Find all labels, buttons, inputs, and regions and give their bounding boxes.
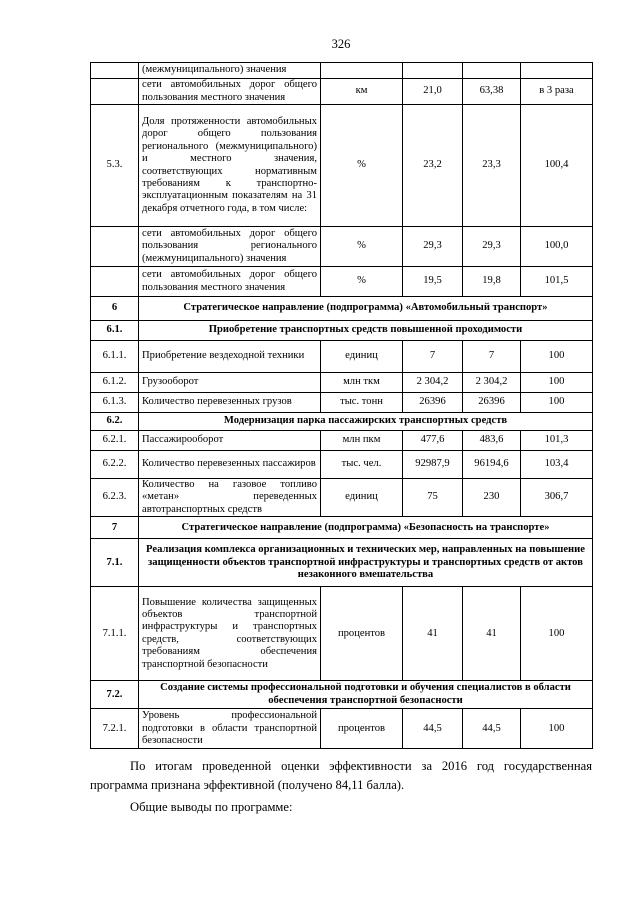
cell-value-b: 23,3 [463,105,521,227]
section-number: 7.2. [91,681,139,709]
cell-value-b: 26396 [463,393,521,413]
table-row [91,227,593,267]
cell-number [91,267,139,297]
cell-value-b: 96194,6 [463,451,521,479]
cell-unit: км [321,79,403,105]
table-row [91,393,593,413]
cell-value-c: 101,3 [521,431,593,451]
cell-number [91,227,139,267]
indicators-table [90,62,593,749]
cell-value-b: 230 [463,479,521,517]
cell-number: 7.2.1. [91,709,139,749]
section-row [91,321,593,341]
cell-value-a: 7 [403,341,463,373]
cell-value-b: 29,3 [463,227,521,267]
cell-value-b: 41 [463,587,521,681]
section-number: 6 [91,297,139,321]
section-row [91,539,593,587]
cell-value-a: 26396 [403,393,463,413]
cell-value-b: 19,8 [463,267,521,297]
page-number: 326 [331,37,351,51]
cell-indicator: Доля протяженности автомобильных дорог общего пользования регионального (межмуниципального) и местного значения, соответствующих нормативным требованиям к транспортно-эксплуатационным показателям на 31 декабря отчетного года, в том числе: [139,105,321,227]
section-row [91,681,593,709]
cell-unit: процентов [321,587,403,681]
cell-unit: млн пкм [321,431,403,451]
cell-value-c: 100 [521,341,593,373]
cell-value-b: 63,38 [463,79,521,105]
body-text [90,757,592,820]
cell-value-a: 44,5 [403,709,463,749]
cell-value-c: 101,5 [521,267,593,297]
cell-indicator: Грузооборот [139,373,321,393]
cell-unit: единиц [321,341,403,373]
cell-indicator: Количество перевезенных грузов [139,393,321,413]
cell-number: 5.3. [91,105,139,227]
table-row [91,479,593,517]
cell-value-a: 21,0 [403,79,463,105]
cell-number: 7.1.1. [91,587,139,681]
table-row [91,451,593,479]
cell-number: 6.2.2. [91,451,139,479]
table-row [91,267,593,297]
conclusions-heading: Общие выводы по программе: [130,800,293,814]
table-row [91,105,593,227]
cell-value-b: 44,5 [463,709,521,749]
section-title: Стратегическое направление (подпрограмма) «Автомобильный транспорт» [139,297,593,321]
section-number: 7 [91,517,139,539]
cell-value-c: 100,4 [521,105,593,227]
cell-number: 6.2.1. [91,431,139,451]
section-title: Модернизация парка пассажирских транспортных средств [139,413,593,431]
cell-number: 6.1.3. [91,393,139,413]
cell-value-a: 2 304,2 [403,373,463,393]
cell-unit: млн ткм [321,373,403,393]
cell-value-c: 100 [521,587,593,681]
table-row [91,431,593,451]
cell-indicator: сети автомобильных дорог общего пользования регионального (межмуниципального) значения [139,227,321,267]
section-title: Реализация комплекса организационных и технических мер, направленных на повышение защищенности объектов транспортной инфраструктуры и транспортных средств от актов незаконного вмешательства [139,539,593,587]
cell-number [91,63,139,79]
cell-unit: % [321,267,403,297]
section-row [91,413,593,431]
cell-unit: процентов [321,709,403,749]
cell-value-c: 100 [521,393,593,413]
cell-indicator: Количество перевезенных пассажиров [139,451,321,479]
table-row [91,373,593,393]
cell-unit [321,63,403,79]
table-row [91,341,593,373]
cell-unit: единиц [321,479,403,517]
cell-value-c: 100 [521,709,593,749]
table-row [91,79,593,105]
cell-value-c [521,63,593,79]
cell-indicator: Уровень профессиональной подготовки в области транспортной безопасности [139,709,321,749]
cell-indicator: Пассажирооборот [139,431,321,451]
cell-unit: тыс. чел. [321,451,403,479]
cell-indicator: Повышение количества защищенных объектов транспортной инфраструктуры и транспортных средств, соответствующих требованиям обеспечения транспортной безопасности [139,587,321,681]
cell-value-a: 92987,9 [403,451,463,479]
cell-unit: % [321,227,403,267]
table-row [91,587,593,681]
cell-value-a: 477,6 [403,431,463,451]
cell-number [91,79,139,105]
cell-value-a: 23,2 [403,105,463,227]
cell-indicator: (межмуниципального) значения [139,63,321,79]
cell-value-b: 483,6 [463,431,521,451]
cell-indicator: сети автомобильных дорог общего пользования местного значения [139,79,321,105]
cell-number: 6.2.3. [91,479,139,517]
cell-indicator: сети автомобильных дорог общего пользования местного значения [139,267,321,297]
cell-value-b [463,63,521,79]
cell-value-a: 41 [403,587,463,681]
section-title: Приобретение транспортных средств повышенной проходимости [139,321,593,341]
cell-indicator: Приобретение вездеходной техники [139,341,321,373]
cell-value-a: 75 [403,479,463,517]
cell-number: 6.1.1. [91,341,139,373]
cell-value-a: 29,3 [403,227,463,267]
section-number: 6.2. [91,413,139,431]
cell-unit: тыс. тонн [321,393,403,413]
section-row [91,517,593,539]
table-row [91,63,593,79]
cell-value-c: 103,4 [521,451,593,479]
table-row [91,709,593,749]
cell-value-c: 306,7 [521,479,593,517]
section-number: 7.1. [91,539,139,587]
cell-value-c: 100 [521,373,593,393]
cell-indicator: Количество на газовое топливо «метан» переведенных автотранспортных средств [139,479,321,517]
section-number: 6.1. [91,321,139,341]
cell-value-a: 19,5 [403,267,463,297]
section-title: Создание системы профессиональной подготовки и обучения специалистов в области обеспечения транспортной безопасности [139,681,593,709]
section-row [91,297,593,321]
cell-value-b: 2 304,2 [463,373,521,393]
cell-number: 6.1.2. [91,373,139,393]
cell-unit: % [321,105,403,227]
cell-value-c: в 3 раза [521,79,593,105]
cell-value-a [403,63,463,79]
section-title: Стратегическое направление (подпрограмма) «Безопасность на транспорте» [139,517,593,539]
cell-value-b: 7 [463,341,521,373]
cell-value-c: 100,0 [521,227,593,267]
summary-paragraph: По итогам проведенной оценки эффективности за 2016 год государственная программа признана эффективной (получено 84,11 балла). [90,759,592,792]
